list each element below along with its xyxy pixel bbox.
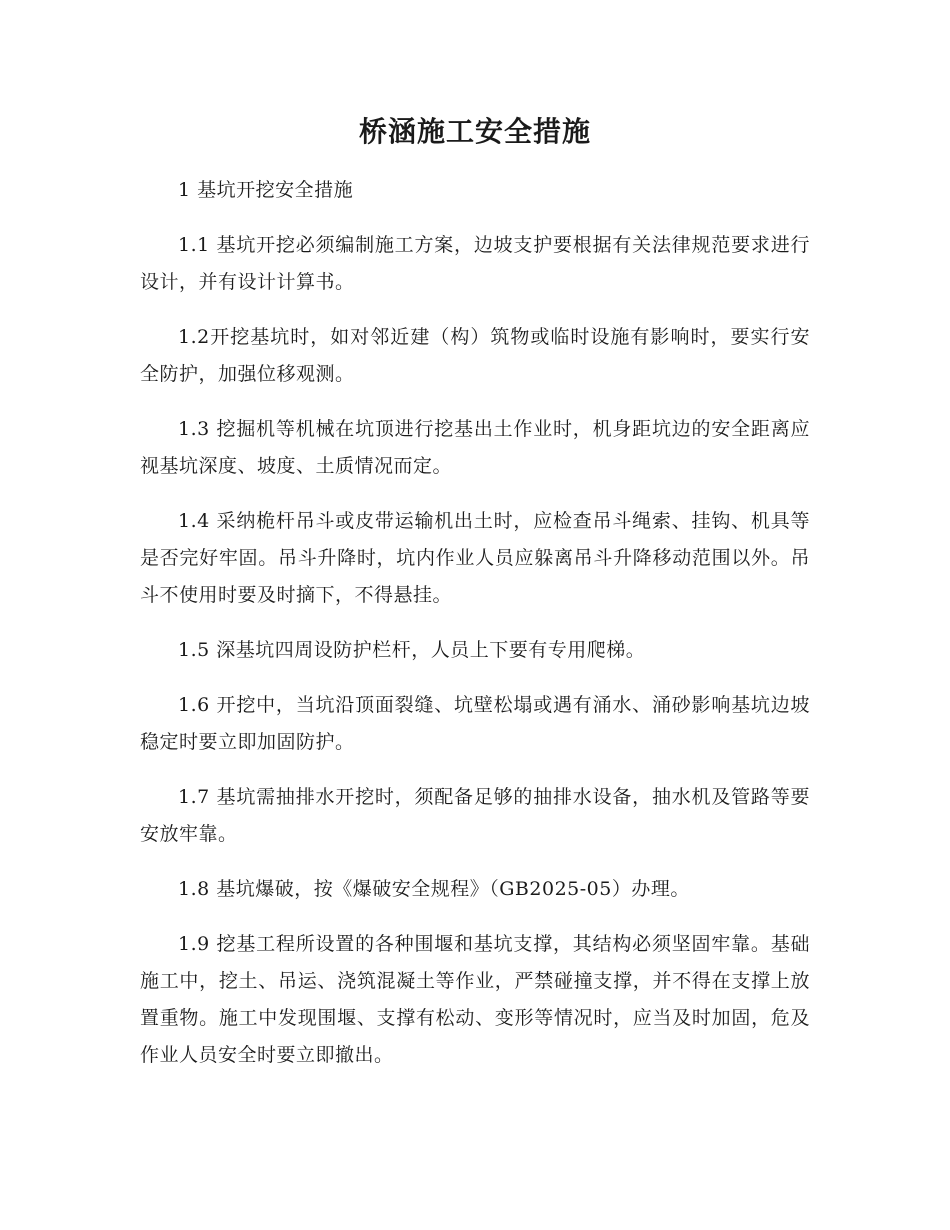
paragraph-1-2: 1.2开挖基坑时，如对邻近建（构）筑物或临时设施有影响时，要实行安全防护，加强位移观测。	[140, 326, 810, 385]
paragraph-1-3: 1.3 挖掘机等机械在坑顶进行挖基出土作业时，机身距坑边的安全距离应视基坑深度、坡度、土质情况而定。	[140, 418, 810, 477]
paragraph-1-8: 1.8 基坑爆破，按《爆破安全规程》（GB2025-05）办理。	[178, 878, 690, 900]
paragraph-1-6: 1.6 开挖中，当坑沿顶面裂缝、坑壁松塌或遇有涌水、涌砂影响基坑边坡稳定时要立即加固防护。	[140, 694, 810, 753]
paragraph-1-1: 1.1 基坑开挖必须编制施工方案，边坡支护要根据有关法律规范要求进行设计，并有设计计算书。	[140, 234, 810, 293]
paragraph-1-5: 1.5 深基坑四周设防护栏杆，人员上下要有专用爬梯。	[178, 639, 646, 661]
paragraph-1-9: 1.9 挖基工程所设置的各种围堰和基坑支撑，其结构必须坚固牢靠。基础施工中，挖土、吊运、浇筑混凝土等作业，严禁碰撞支撑，并不得在支撑上放置重物。施工中发现围堰、支撑有松动、变形等情况时，应当及时加固，危及作业人员安全时要立即撤出。	[140, 933, 810, 1066]
section-heading: 1 基坑开挖安全措施	[178, 179, 354, 201]
paragraph-1-7: 1.7 基坑需抽排水开挖时，须配备足够的抽排水设备，抽水机及管路等要安放牢靠。	[140, 786, 810, 845]
document-title: 桥涵施工安全措施	[358, 115, 591, 148]
document-body	[140, 110, 810, 1092]
paragraph-1-4: 1.4 采纳桅杆吊斗或皮带运输机出土时，应检查吊斗绳索、挂钩、机具等是否完好牢固。吊斗升降时，坑内作业人员应躲离吊斗升降移动范围以外。吊斗不使用时要及时摘下，不得悬挂。	[140, 510, 810, 606]
